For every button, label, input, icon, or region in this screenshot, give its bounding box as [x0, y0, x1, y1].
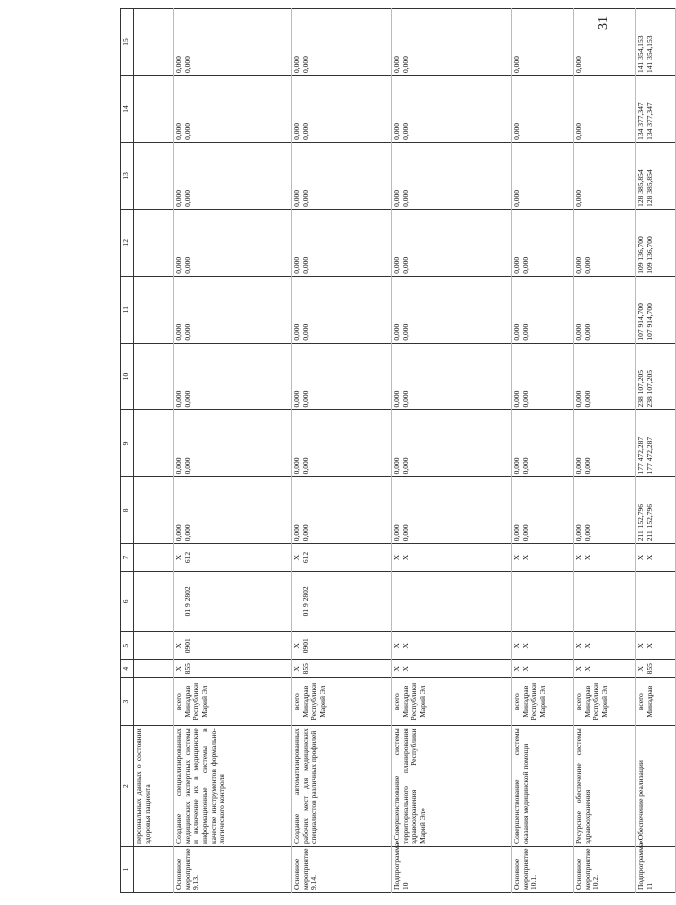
cell-n9: 177 472,287 177 472,287 — [636, 410, 676, 477]
cell-n10: 0,000 0,000 — [574, 343, 636, 410]
page-number: 31 — [596, 16, 611, 30]
table-row — [636, 9, 676, 893]
cell-c3: всего Минздрав Республики Марий Эл — [512, 678, 574, 726]
cell-c4: X 855 — [174, 660, 292, 678]
cell-n12: 0,000 0,000 — [574, 209, 636, 276]
cell-c5: X X — [574, 631, 636, 660]
cell-n9: 0,000 0,000 — [174, 410, 292, 477]
cell-n13: 0,000 — [512, 142, 574, 209]
cell-n10 — [134, 343, 174, 410]
cell-n10: 0,000 0,000 — [174, 343, 292, 410]
header-cell: 8 — [121, 477, 134, 544]
cell-c4: X 855 — [636, 660, 676, 678]
header-cell: 4 — [121, 660, 134, 678]
header-cell: 9 — [121, 410, 134, 477]
cell-c7: X X — [636, 544, 676, 571]
cell-c2: Совершенствование системы оказания медицинской помощи — [512, 726, 574, 847]
cell-n11: 0,000 0,000 — [512, 276, 574, 343]
cell-n12: 0,000 0,000 — [174, 209, 292, 276]
header-cell: 6 — [121, 571, 134, 631]
cell-c3: всего Минздрав Республики Марий Эл — [574, 678, 636, 726]
cell-c7 — [134, 544, 174, 571]
cell-c1: Подпрограмма 10 — [392, 846, 512, 892]
cell-n14 — [134, 76, 174, 143]
cell-c5: X X — [392, 631, 512, 660]
header-cell: 10 — [121, 343, 134, 410]
cell-c2: персональных данных о состоянии здоровья пациента — [134, 726, 174, 847]
cell-n8: 0,000 0,000 — [574, 477, 636, 544]
cell-n8: 0,000 0,000 — [292, 477, 392, 544]
cell-n13: 0,000 0,000 — [174, 142, 292, 209]
cell-c4: X X — [512, 660, 574, 678]
cell-n12 — [134, 209, 174, 276]
table-row — [174, 9, 292, 893]
cell-n14: 0,000 0,000 — [174, 76, 292, 143]
cell-c6 — [392, 571, 512, 631]
cell-n9: 0,000 0,000 — [574, 410, 636, 477]
cell-c6 — [636, 571, 676, 631]
cell-c6: 01 9 2802 — [292, 571, 392, 631]
cell-c7: X 612 — [292, 544, 392, 571]
cell-n10: 238 107,205 238 107,205 — [636, 343, 676, 410]
table-row — [574, 9, 636, 893]
cell-n14: 0,000 — [574, 76, 636, 143]
cell-n11: 0,000 0,000 — [292, 276, 392, 343]
cell-c5: X 0901 — [292, 631, 392, 660]
cell-c4: X 855 — [292, 660, 392, 678]
table-row — [292, 9, 392, 893]
cell-n10: 0,000 0,000 — [392, 343, 512, 410]
cell-n12: 0,000 0,000 — [512, 209, 574, 276]
cell-n13: 0,000 0,000 — [292, 142, 392, 209]
cell-n9: 0,000 0,000 — [512, 410, 574, 477]
cell-n15: 141 354,153 141 354,153 — [636, 9, 676, 76]
cell-c1: Основное мероприятие 9.14. — [292, 846, 392, 892]
cell-c3 — [134, 678, 174, 726]
cell-c5 — [134, 631, 174, 660]
cell-n13: 128 385,854 128 385,854 — [636, 142, 676, 209]
cell-n10: 0,000 0,000 — [292, 343, 392, 410]
cell-n12: 0,000 0,000 — [292, 209, 392, 276]
cell-n12: 0,000 0,000 — [392, 209, 512, 276]
cell-n11: 0,000 0,000 — [574, 276, 636, 343]
table-row — [392, 9, 512, 893]
cell-n8 — [134, 477, 174, 544]
header-cell: 14 — [121, 76, 134, 143]
rotated-page — [120, 8, 654, 893]
cell-n9 — [134, 410, 174, 477]
cell-n11: 0,000 0,000 — [174, 276, 292, 343]
header-cell: 1 — [121, 846, 134, 892]
cell-n14: 0,000 0,000 — [392, 76, 512, 143]
cell-c4: X X — [392, 660, 512, 678]
cell-n9: 0,000 0,000 — [392, 410, 512, 477]
header-cell: 2 — [121, 726, 134, 847]
cell-n13: 0,000 0,000 — [392, 142, 512, 209]
cell-c6: 01 9 2802 — [174, 571, 292, 631]
cell-n11: 0,000 0,000 — [392, 276, 512, 343]
header-cell: 11 — [121, 276, 134, 343]
cell-c6 — [134, 571, 174, 631]
cell-c7: X X — [574, 544, 636, 571]
header-cell: 12 — [121, 209, 134, 276]
cell-c2: Создание специализированных медицинских экспертных системы и включение их в медицинские информационные системы в качестве инструментов формально-логического контроля — [174, 726, 292, 847]
table-row — [512, 9, 574, 893]
cell-n15 — [134, 9, 174, 76]
cell-c3: всего Минздрав Республики Марий Эл — [392, 678, 512, 726]
cell-c3: всего Минздрав — [636, 678, 676, 726]
cell-n13: 0,000 — [574, 142, 636, 209]
cell-c4: X X — [574, 660, 636, 678]
cell-n12: 109 136,700 109 136,700 — [636, 209, 676, 276]
cell-c2: «Обеспечение реализации — [636, 726, 676, 847]
cell-c7: X X — [512, 544, 574, 571]
cell-c6 — [512, 571, 574, 631]
cell-c1: Подпрограмма 11 — [636, 846, 676, 892]
cell-c5: X 0901 — [174, 631, 292, 660]
header-cell: 3 — [121, 678, 134, 726]
cell-c2: Создание автоматизированных рабочих мест для медицинских специалистов различных профилей — [292, 726, 392, 847]
cell-n14: 0,000 0,000 — [292, 76, 392, 143]
cell-n15: 0,000 0,000 — [174, 9, 292, 76]
cell-n8: 0,000 0,000 — [392, 477, 512, 544]
cell-n15: 0,000 — [512, 9, 574, 76]
header-cell: 13 — [121, 142, 134, 209]
cell-c2: «Совершенствование системы территориального планирования здравоохранения Республики Марий Эл» — [392, 726, 512, 847]
cell-n14: 0,000 — [512, 76, 574, 143]
cell-c3: всего Минздрав Республики Марий Эл — [292, 678, 392, 726]
cell-c4 — [134, 660, 174, 678]
cell-n8: 211 152,796 211 152,796 — [636, 477, 676, 544]
cell-c7: X X — [392, 544, 512, 571]
cell-n11 — [134, 276, 174, 343]
cell-c6 — [574, 571, 636, 631]
cell-n9: 0,000 0,000 — [292, 410, 392, 477]
cell-n15: 0,000 — [574, 9, 636, 76]
cell-n8: 0,000 0,000 — [174, 477, 292, 544]
cell-c5: X X — [512, 631, 574, 660]
cell-n13 — [134, 142, 174, 209]
cell-n14: 134 377,347 134 377,347 — [636, 76, 676, 143]
cell-n8: 0,000 0,000 — [512, 477, 574, 544]
cell-c1: Основное мероприятие 10.2. — [574, 846, 636, 892]
cell-n15: 0,000 0,000 — [392, 9, 512, 76]
header-cell: 7 — [121, 544, 134, 571]
header-cell: 15 — [121, 9, 134, 76]
cell-n11: 107 914,700 107 914,700 — [636, 276, 676, 343]
cell-c5: X X — [636, 631, 676, 660]
cell-n10: 0,000 0,000 — [512, 343, 574, 410]
cell-c7: X 612 — [174, 544, 292, 571]
cell-c1: Основное мероприятие 10.1. — [512, 846, 574, 892]
header-row — [121, 9, 134, 893]
cell-n15: 0,000 0,000 — [292, 9, 392, 76]
table-row — [134, 9, 174, 893]
cell-c2: Ресурсное обеспечение системы здравоохранения — [574, 726, 636, 847]
cell-c3: всего Минздрав Республики Марий Эл — [174, 678, 292, 726]
budget-table — [120, 8, 676, 893]
header-cell: 5 — [121, 631, 134, 660]
cell-c1: Основное мероприятие 9.13. — [174, 846, 292, 892]
cell-c1 — [134, 846, 174, 892]
